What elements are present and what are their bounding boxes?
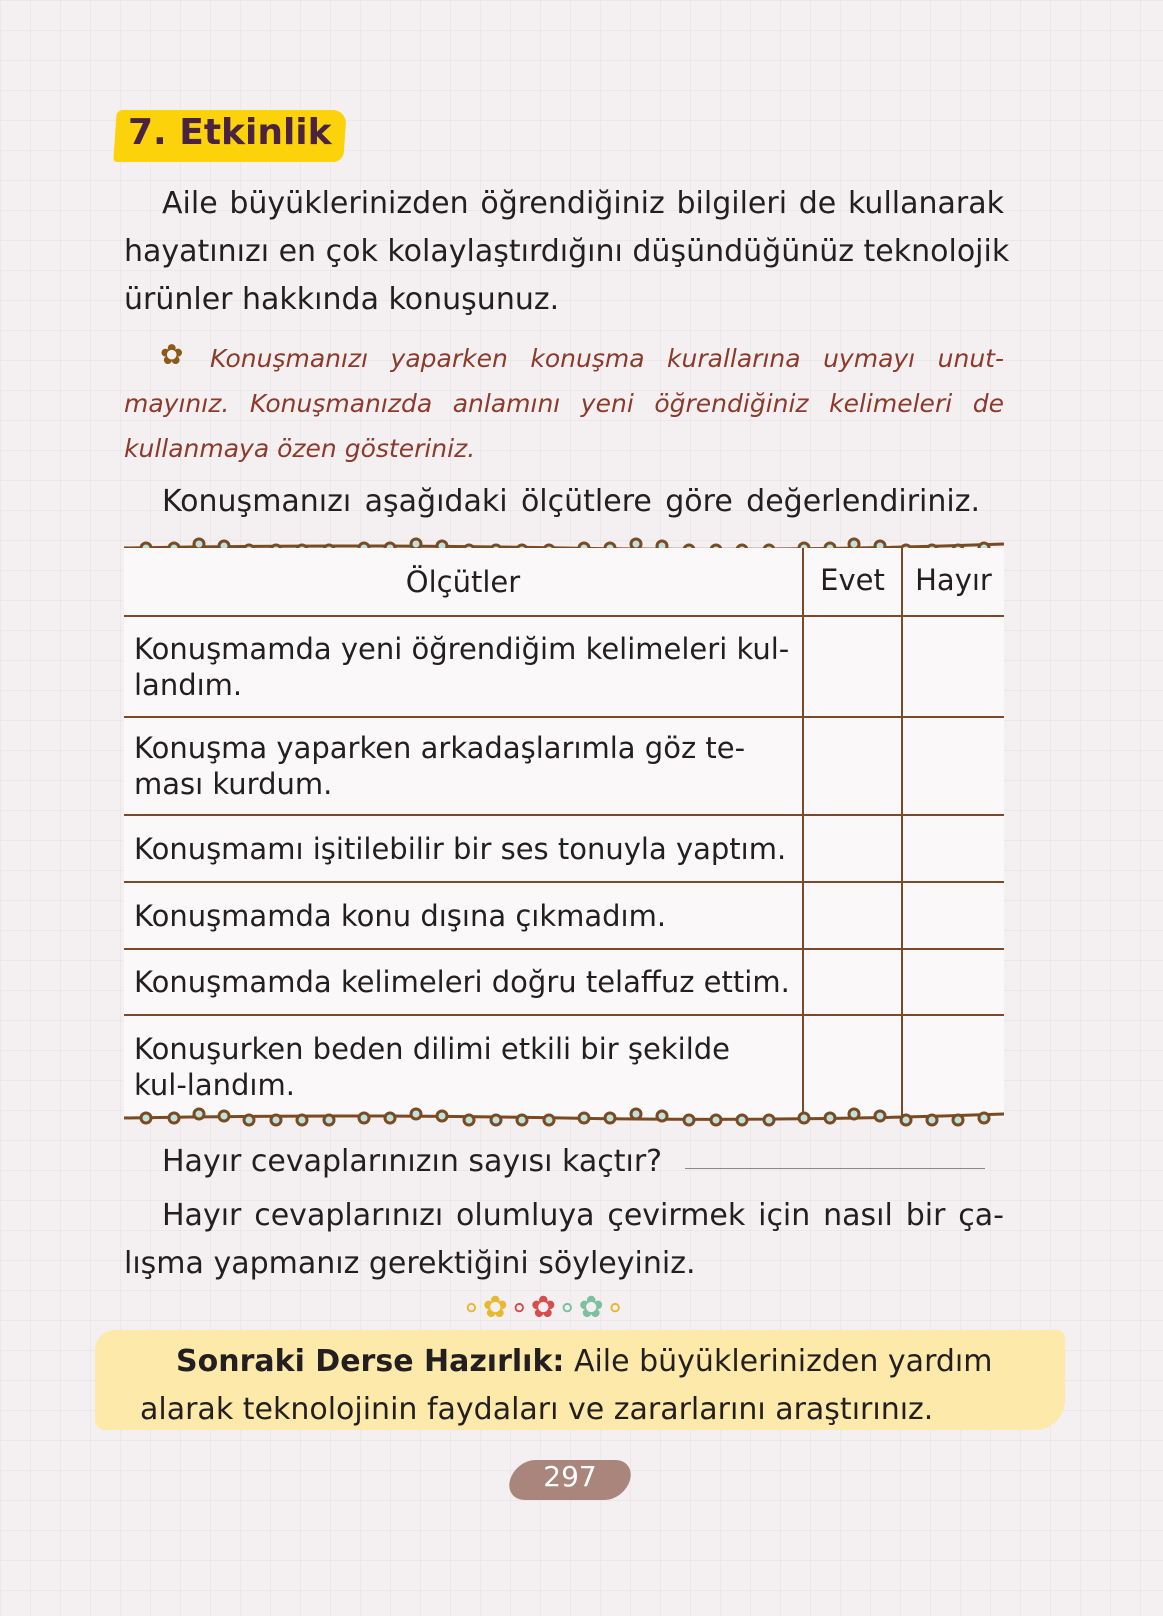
answer-line[interactable]: [685, 1168, 985, 1169]
yes-cell[interactable]: [803, 1015, 902, 1118]
no-cell[interactable]: [902, 949, 1004, 1015]
criterion: Konuşmamda konu dışına çıkmadım.: [124, 882, 803, 949]
no-cell[interactable]: [902, 815, 1004, 882]
table-row: [124, 815, 1004, 882]
table-row: [124, 717, 1004, 815]
activity-title: 7. Etkinlik: [128, 112, 332, 153]
next-lesson-text: Aile büyüklerinizden yardım: [573, 1344, 993, 1379]
table-row: [124, 1015, 1004, 1118]
table-row: [124, 616, 1004, 717]
question-line: lışma yapmanız gerektiğini söyleyiniz.: [124, 1246, 696, 1281]
next-lesson-line: alarak teknolojinin faydaları ve zararlarını araştırınız.: [140, 1392, 934, 1427]
yes-cell[interactable]: [803, 616, 902, 717]
intro-line: Aile büyüklerinizden öğrendiğiniz bilgileri de kullanarak: [162, 186, 1004, 221]
note-line: mayınız. Konuşmanızda anlamını yeni öğrendiğiniz kelimeleri de: [124, 389, 1004, 418]
next-lesson-line: [176, 1338, 993, 1386]
criterion: Konuşurken beden dilimi etkili bir şekilde kul-landım.: [134, 1032, 731, 1102]
note-line: Konuşmanızı yaparken konuşma kurallarına uymayı unut-: [210, 344, 1004, 373]
yes-cell[interactable]: [803, 717, 902, 815]
criterion: Konuşmamda kelimeleri doğru telaffuz ettim.: [124, 949, 803, 1015]
page-number: 297: [543, 1460, 597, 1493]
criterion: Konuşmamı işitilebilir bir ses tonuyla yaptım.: [124, 815, 803, 882]
question-line: Hayır cevaplarınızı olumluya çevirmek için nasıl bir ça-: [162, 1198, 1004, 1233]
no-cell[interactable]: [902, 1015, 1004, 1118]
next-lesson-label: Sonraki Derse Hazırlık:: [176, 1344, 565, 1379]
question-count: Hayır cevaplarınızın sayısı kaçtır?: [162, 1144, 663, 1179]
evaluation-table: [124, 548, 1004, 1118]
intro-line: ürünler hakkında konuşunuz.: [124, 282, 560, 317]
yes-cell[interactable]: [803, 815, 902, 882]
criterion: Konuşma yaparken arkadaşlarımla göz te-ması kurdum.: [124, 717, 803, 815]
no-cell[interactable]: [902, 616, 1004, 717]
flowers-divider-icon: ∘✿∘✿∘✿∘: [462, 1290, 627, 1325]
intro-line: hayatınızı en çok kolaylaştırdığını düşündüğünüz teknolojik: [124, 234, 1010, 269]
header-no: Hayır: [902, 548, 1004, 616]
instruction: Konuşmanızı aşağıdaki ölçütlere göre değerlendiriniz.: [162, 484, 980, 519]
no-cell[interactable]: [902, 717, 1004, 815]
note-line: kullanmaya özen gösteriniz.: [124, 434, 476, 463]
yes-cell[interactable]: [803, 882, 902, 949]
yes-cell[interactable]: [803, 949, 902, 1015]
header-yes: Evet: [803, 548, 902, 616]
table-header-row: [124, 548, 1004, 616]
table-row: [124, 949, 1004, 1015]
table-row: [124, 882, 1004, 949]
header-criteria: Ölçütler: [124, 548, 803, 616]
criterion: Konuşmamda yeni öğrendiğim kelimeleri kul-landım.: [124, 616, 803, 717]
flower-icon: ✿: [160, 338, 184, 371]
vine-border-bottom: [124, 1106, 1004, 1130]
no-cell[interactable]: [902, 882, 1004, 949]
